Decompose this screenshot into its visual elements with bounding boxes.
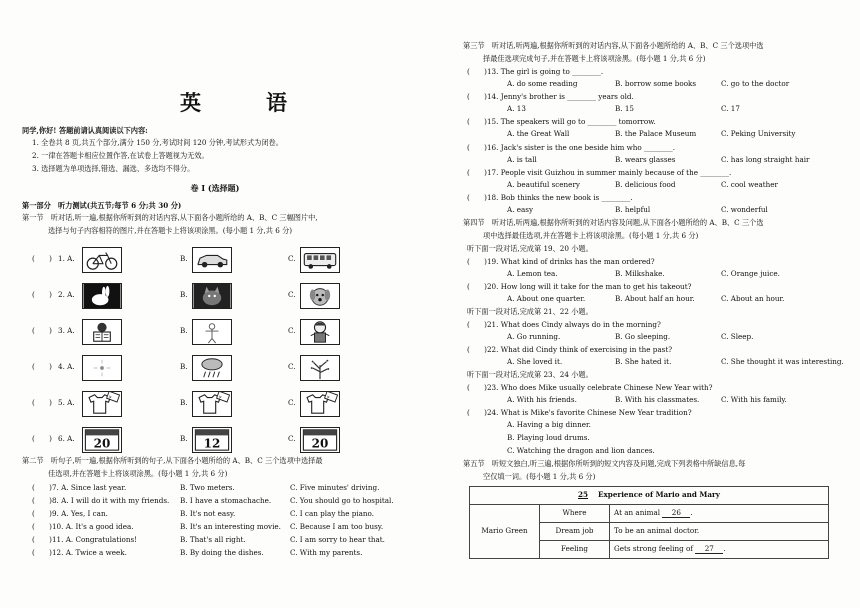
rule-3: 3. 选择题为单项选择,错选、漏选、多选均不得分。	[32, 164, 195, 173]
option-b[interactable]: B. wears glasses	[615, 155, 676, 164]
tshirt-tag-icon	[192, 391, 232, 417]
question-number: 3. A.	[58, 326, 75, 335]
question-14-options	[467, 105, 847, 117]
table-row-value: At an animal 26 .	[610, 505, 829, 523]
option-letter: C.	[288, 362, 296, 371]
question-22: ( )22. What did Cindy think of exercising in the past?	[467, 345, 673, 354]
option-a[interactable]: A. the Great Wall	[507, 129, 570, 138]
question-18-options	[467, 206, 847, 218]
sec5-instruction-cont: 空仅填一词。(每小题 1 分,共 6 分)	[483, 472, 596, 481]
question-24-option-a: A. Having a big dinner.	[507, 420, 591, 429]
question-17-options	[467, 181, 847, 193]
blank-26[interactable]: 26	[662, 509, 690, 519]
svg-text:¥: ¥	[218, 395, 222, 400]
option-a[interactable]: A. easy	[507, 205, 534, 214]
table-header	[470, 487, 829, 505]
sec3-instruction-cont: 择最佳选项完成句子,并在答题卡上将该项涂黑。(每小题 1 分,共 6 分)	[483, 54, 706, 63]
option-b[interactable]: B. the Palace Museum	[615, 129, 697, 138]
option-c[interactable]: C. cool weather	[721, 180, 778, 189]
question-24-option-b: B. Playing loud drums.	[507, 433, 590, 442]
table-row-label: Where	[540, 505, 610, 523]
option-b[interactable]: B. delicious food	[615, 180, 676, 189]
rule-1: 1. 全卷共 8 页,共五个部分,满分 150 分,考试时间 120 分钟,考试形式为闭卷。	[32, 138, 283, 147]
table-header-row	[470, 487, 829, 505]
question-13: ( )13. The girl is going to ________.	[467, 67, 604, 76]
question-18: ( )18. Bob thinks the new book is ________.	[467, 193, 633, 202]
table-row-label: Feeling	[540, 541, 610, 559]
sec4-instruction-cont: 项中选择最佳选项,并在答题卡上将该项涂黑。(每小题 1 分,共 6 分)	[483, 231, 699, 240]
picture-question-3	[32, 319, 412, 347]
question-19-options: A. Lemon tea. B. Milkshake. C. Orange juice.	[507, 269, 780, 278]
part1-heading: 第一部分 听力测试(共五节;每节 6 分;共 30 分)	[22, 201, 182, 210]
option-letter: B.	[180, 362, 188, 371]
question-23-options: A. With his friends. B. With his classmates. C. With his family.	[507, 395, 787, 404]
question-number: 4. A.	[58, 362, 75, 371]
question-number: 2. A.	[58, 290, 75, 299]
option-letter: B.	[180, 326, 188, 335]
picture-question-4	[32, 355, 412, 383]
answer-paren[interactable]: ( )	[32, 434, 52, 443]
question-20: ( )20. How long will it take for the man to get his takeout?	[467, 282, 692, 291]
option-letter: C.	[288, 326, 296, 335]
option-b[interactable]: B. 15	[615, 104, 634, 113]
option-letter: C.	[288, 290, 296, 299]
table-row-value: Gets strong feeling of 27 .	[610, 541, 829, 559]
sec5-instruction: 第五节 听短文独白,听三遍,根据你所听到的短文内容及问题,完成下列表格中所缺信息,每	[463, 459, 746, 468]
answer-paren[interactable]: ( )	[32, 290, 52, 299]
car-icon	[192, 247, 232, 273]
option-c[interactable]: C. Peking University	[721, 129, 796, 138]
option-letter: B.	[180, 254, 188, 263]
answer-paren[interactable]: ( )	[32, 254, 52, 263]
listen-instruction-2: 听下面一段对话,完成第 21、22 小题。	[467, 307, 593, 316]
question-17: ( )17. People visit Guizhou in summer mainly because of the ________.	[467, 168, 732, 177]
question-16-options	[467, 156, 847, 168]
boy-icon	[300, 319, 340, 345]
question-24-option-c: C. Watching the dragon and lion dances.	[507, 446, 655, 455]
option-b[interactable]: B. helpful	[615, 205, 651, 214]
picture-question-6	[32, 427, 412, 455]
calendar-icon	[192, 427, 232, 453]
blank-27[interactable]: 27	[695, 545, 723, 555]
dog-icon	[300, 283, 340, 309]
question-21: ( )21. What does Cindy always do in the morning?	[467, 320, 661, 329]
svg-text:20: 20	[311, 436, 329, 451]
question-24: ( )24. What is Mike's favorite Chinese New Year tradition?	[467, 408, 692, 417]
sec1-instruction: 第一节 听对话,听一遍,根据你所听到的对话内容,从下面各小题所给的 A、B、C 三幅图片中,	[22, 213, 318, 222]
table-header-num: 25	[578, 490, 589, 500]
picture-question-2	[32, 283, 412, 311]
option-a[interactable]: A. 13	[507, 104, 526, 113]
rule-2: 2. 一律在答题卡相应位置作答,在试卷上答题视为无效。	[32, 151, 209, 160]
question-23: ( )23. Who does Mike usually celebrate Chinese New Year with?	[467, 383, 713, 392]
calendar-icon	[82, 427, 122, 453]
question-12: ( )12. A. Twice a week. B. By doing the dishes. C. With my parents.	[32, 548, 363, 557]
option-c[interactable]: C. has long straight hair	[721, 155, 810, 164]
cat-icon	[192, 283, 232, 309]
answer-paren[interactable]: ( )	[32, 362, 52, 371]
question-9: ( )9. A. Yes, I can. B. It's not easy. C. I can play the piano.	[32, 509, 375, 518]
picture-question-1	[32, 247, 412, 275]
listen-instruction-3: 听下面一段对话,完成第 23、24 小题。	[467, 370, 593, 379]
option-letter: B.	[180, 290, 188, 299]
picture-question-5	[32, 391, 412, 419]
bus-icon	[300, 247, 340, 273]
option-letter: B.	[180, 434, 188, 443]
rabbit-icon	[82, 283, 122, 309]
question-21-options: A. Go running. B. Go sleeping. C. Sleep.	[507, 332, 754, 341]
page-title: 英 语	[180, 90, 309, 115]
question-11: ( )11. A. Congratulations! B. That's all right. C. I am sorry to hear that.	[32, 535, 385, 544]
option-letter: C.	[288, 434, 296, 443]
table-row	[470, 505, 829, 523]
question-10: ( )10. A. It's a good idea. B. It's an interesting movie. C. Because I am too busy.	[32, 522, 384, 531]
tree-icon	[300, 355, 340, 381]
question-number: 5. A.	[58, 398, 75, 407]
sec4-instruction: 第四节 听对话,听两遍,根据你所听到的对话内容及问题,从下面各小题所给的 A、B、C 三个选	[463, 218, 764, 227]
volume-heading: 卷 I (选择题)	[190, 183, 240, 193]
svg-text:¥: ¥	[108, 395, 112, 400]
sunny-icon	[82, 355, 122, 381]
question-13-options	[467, 80, 847, 92]
svg-text:12: 12	[203, 436, 221, 451]
question-15: ( )15. The speakers will go to ________ tomorrow.	[467, 117, 656, 126]
question-number: 1. A.	[58, 254, 75, 263]
table-row-label: Dream job	[540, 523, 610, 541]
bicycle-icon	[82, 247, 122, 273]
reading-icon	[82, 319, 122, 345]
question-14: ( )14. Jenny's brother is ________ years old.	[467, 92, 634, 101]
question-20-options: A. About one quarter. B. About half an hour. C. About an hour.	[507, 294, 785, 303]
svg-text:¥: ¥	[326, 395, 330, 400]
option-a[interactable]: A. is tall	[507, 155, 537, 164]
option-c[interactable]: C. wonderful	[721, 205, 768, 214]
question-16: ( )16. Jack's sister is the one beside him who ________.	[467, 143, 675, 152]
answer-paren[interactable]: ( )	[32, 326, 52, 335]
table-row-value: To be an animal doctor.	[610, 523, 829, 541]
tshirt-tag-icon	[300, 391, 340, 417]
option-b[interactable]: B. borrow some books	[615, 79, 697, 88]
option-letter: C.	[288, 398, 296, 407]
option-letter: B.	[180, 398, 188, 407]
tshirt-tag-icon	[82, 391, 122, 417]
listen-instruction-1: 听下面一段对话,完成第 19、20 小题。	[467, 244, 593, 253]
option-a[interactable]: A. do some reading	[507, 79, 578, 88]
sec2-instruction-cont: 佳选项,并在答题卡上将该项涂黑。(每小题 1 分,共 6 分)	[48, 469, 228, 478]
calendar-icon	[300, 427, 340, 453]
svg-text:20: 20	[93, 436, 111, 451]
table-name-cell: Mario Green	[470, 505, 540, 559]
option-a[interactable]: A. beautiful scenery	[507, 180, 580, 189]
greeting: 同学,你好! 答题前请认真阅读以下内容:	[22, 126, 148, 135]
rain-cloud-icon	[192, 355, 232, 381]
option-c[interactable]: C. go to the doctor	[721, 79, 790, 88]
question-8: ( )8. A. I will do it with my friends. B. I have a stomachache. C. You should go to hospital.	[32, 496, 394, 505]
question-15-options	[467, 130, 847, 142]
sec3-instruction: 第三节 听对话,听两遍,根据你所听到的对话内容,从下面各小题所给的 A、B、C 三个选项中选	[463, 41, 764, 50]
sec1-instruction-cont: 选择与句子内容相符的图片,并在答题卡上将该项涂黑。(每小题 1 分,共 6 分)	[48, 226, 293, 235]
table-header-text: Experience of Mario and Mary	[598, 490, 720, 500]
option-c[interactable]: C. 17	[721, 104, 740, 113]
question-number: 6. A.	[58, 434, 75, 443]
drawing-icon	[192, 319, 232, 345]
sec2-instruction: 第二节 听句子,听一遍,根据你所听到的句子,从下面各小题所给的 A、B、C 三个选项中选择最	[22, 456, 323, 465]
answer-paren[interactable]: ( )	[32, 398, 52, 407]
question-7: ( )7. A. Since last year. B. Two meters. C. Five minutes' driving.	[32, 483, 380, 492]
question-19: ( )19. What kind of drinks has the man ordered?	[467, 257, 655, 266]
option-letter: C.	[288, 254, 296, 263]
question-22-options: A. She loved it. B. She hated it. C. She thought it was interesting.	[507, 357, 844, 366]
info-table	[469, 486, 829, 559]
